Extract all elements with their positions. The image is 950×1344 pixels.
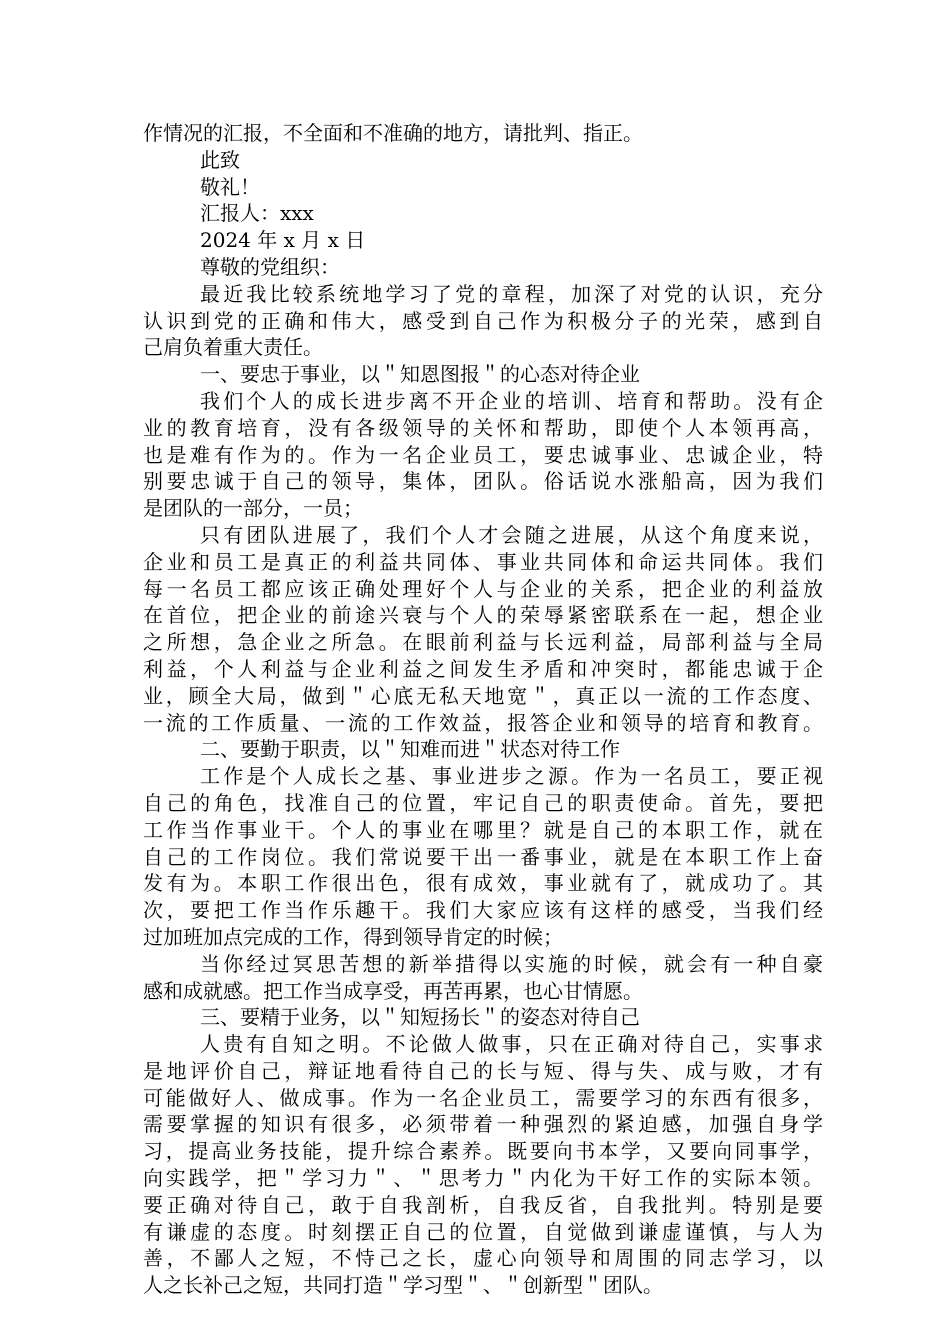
text-line: 人之长补己之短，共同打造＂学习型＂、＂创新型＂团队。 <box>143 1273 663 1298</box>
text-line: 自己的角色，找准自己的位置，牢记自己的职责使命。首先，要把 <box>143 790 823 815</box>
text-line: 可能做好人、做成事。作为一名企业员工，需要学习的东西有很多， <box>143 1085 823 1110</box>
text-line: 作情况的汇报，不全面和不准确的地方，请批判、指正。 <box>143 121 643 145</box>
text-line: 向实践学，把＂学习力＂、＂思考力＂内化为干好工作的实际本领。 <box>143 1166 823 1191</box>
text-line: 自己的工作岗位。我们常说要干出一番事业，就是在本职工作上奋 <box>143 844 823 869</box>
text-line: 是团队的一部分，一员； <box>143 496 363 521</box>
text-line: 此致 <box>200 147 240 172</box>
text-line: 习，提高业务技能，提升综合素养。既要向书本学，又要向同事学， <box>143 1139 823 1164</box>
text-line: 企业和员工是真正的利益共同体、事业共同体和命运共同体。我们 <box>143 549 823 574</box>
text-line: 二、要勤于职责，以＂知难而进＂状态对待工作 <box>200 737 620 762</box>
text-line: 认识到党的正确和伟大，感受到自己作为积极分子的光荣，感到自 <box>143 308 823 333</box>
text-line: 每一名员工都应该正确处理好个人与企业的关系，把企业的利益放 <box>143 576 823 601</box>
text-line: 汇报人：xxx <box>200 201 314 226</box>
text-line: 三、要精于业务，以＂知短扬长＂的姿态对待自己 <box>200 1005 640 1030</box>
text-line: 2024 年 x 月 x 日 <box>200 228 366 253</box>
document-body <box>143 120 823 1299</box>
text-line: 一流的工作质量、一流的工作效益，报答企业和领导的培育和教育。 <box>143 710 823 735</box>
text-line: 业，顾全大局，做到＂心底无私天地宽＂，真正以一流的工作态度、 <box>143 683 823 708</box>
text-line: 最近我比较系统地学习了党的章程，加深了对党的认识，充分 <box>200 281 823 306</box>
text-line: 善，不鄙人之短，不恃己之长，虚心向领导和周围的同志学习，以 <box>143 1246 823 1271</box>
text-line: 也是难有作为的。作为一名企业员工，要忠诚事业、忠诚企业，特 <box>143 442 823 467</box>
text-line: 人贵有自知之明。不论做人做事，只在正确对待自己，实事求 <box>200 1032 823 1057</box>
text-line: 是地评价自己，辩证地看待自己的长与短、得与失、成与败，才有 <box>143 1058 823 1083</box>
text-line: 只有团队进展了，我们个人才会随之进展，从这个角度来说， <box>200 522 823 547</box>
text-line: 需要掌握的知识有很多，必须带着一种强烈的紧迫感，加强自身学 <box>143 1112 823 1137</box>
text-line: 在首位，把企业的前途兴衰与个人的荣辱紧密联系在一起，想企业 <box>143 603 823 628</box>
text-line: 敬礼！ <box>200 174 260 199</box>
text-line: 工作是个人成长之基、事业进步之源。作为一名员工，要正视 <box>200 764 823 789</box>
text-line: 发有为。本职工作很出色，很有成效，事业就有了，就成功了。其 <box>143 871 823 896</box>
text-line: 业的教育培育，没有各级领导的关怀和帮助，即使个人本领再高， <box>143 415 823 440</box>
text-line: 利益，个人利益与企业利益之间发生矛盾和冲突时，都能忠诚于企 <box>143 656 823 681</box>
text-line: 之所想，急企业之所急。在眼前利益与长远利益，局部利益与全局 <box>143 630 823 655</box>
text-line: 有谦虚的态度。时刻摆正自己的位置，自觉做到谦虚谨慎，与人为 <box>143 1219 823 1244</box>
text-line: 过加班加点完成的工作，得到领导肯定的时候； <box>143 924 563 949</box>
text-line: 我们个人的成长进步离不开企业的培训、培育和帮助。没有企 <box>200 388 823 413</box>
text-line: 己肩负着重大责任。 <box>143 335 323 360</box>
text-line: 当你经过冥思苦想的新举措得以实施的时候，就会有一种自豪 <box>200 951 823 976</box>
text-line: 感和成就感。把工作当成享受，再苦再累，也心甘情愿。 <box>143 978 643 1003</box>
text-line: 别要忠诚于自己的领导，集体，团队。俗话说水涨船高，因为我们 <box>143 469 823 494</box>
text-line: 工作当作事业干。个人的事业在哪里？就是自己的本职工作，就在 <box>143 817 823 842</box>
text-line: 尊敬的党组织： <box>200 254 340 279</box>
text-line: 一、要忠于事业，以＂知恩图报＂的心态对待企业 <box>200 362 640 387</box>
text-line: 次，要把工作当作乐趣干。我们大家应该有这样的感受，当我们经 <box>143 898 823 923</box>
text-line: 要正确对待自己，敢于自我剖析，自我反省，自我批判。特别是要 <box>143 1192 823 1217</box>
